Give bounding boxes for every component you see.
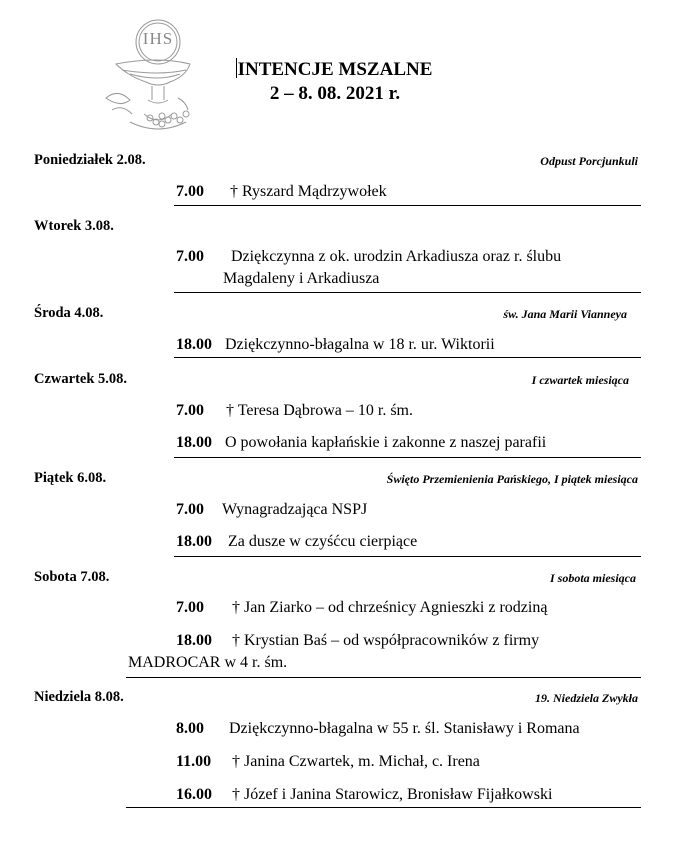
mass-intention: Dziękczynna z ok. urodzin Arkadiusza oraz r. ślubu <box>231 248 562 265</box>
feast-label: 19. Niedziela Zwykła <box>535 691 638 705</box>
chalice-logo <box>100 18 196 138</box>
day-heading: Czwartek 5.08. <box>34 371 128 387</box>
mass-intention: Za dusze w czyśćcu cierpiące <box>228 533 418 550</box>
day-heading: Wtorek 3.08. <box>34 218 114 234</box>
mass-intention: † Janina Czwartek, m. Michał, c. Irena <box>232 753 480 770</box>
page-title: INTENCJE MSZALNE <box>237 59 433 80</box>
mass-intention-continued: Magdaleny i Arkadiusza <box>223 270 380 287</box>
page-date-range: 2 – 8. 08. 2021 r. <box>269 83 401 104</box>
mass-time: 18.00 <box>176 632 212 649</box>
mass-entry <box>176 786 552 804</box>
mass-time: 11.00 <box>176 753 212 770</box>
mass-entry <box>176 402 413 420</box>
day-heading: Środa 4.08. <box>34 305 104 321</box>
day-heading: Poniedziałek 2.08. <box>34 152 146 168</box>
mass-time: 18.00 <box>176 434 212 451</box>
mass-entry <box>176 632 539 650</box>
mass-time: 8.00 <box>176 720 204 737</box>
divider <box>174 457 641 458</box>
divider <box>174 357 641 358</box>
mass-time: 7.00 <box>176 402 204 419</box>
mass-intention: † Ryszard Mądrzywołek <box>230 183 387 200</box>
day-heading: Piątek 6.08. <box>34 470 107 486</box>
mass-intention: Wynagradzająca NSPJ <box>222 501 368 518</box>
mass-time: 7.00 <box>176 599 204 616</box>
feast-label: Święto Przemienienia Pańskiego, I piątek miesiąca <box>386 472 638 486</box>
divider <box>174 292 641 293</box>
divider <box>174 205 641 206</box>
mass-time: 7.00 <box>176 248 204 265</box>
mass-intention: Dziękczynno-błagalna w 55 r. śl. Stanisławy i Romana <box>229 720 580 737</box>
mass-intention: † Jan Ziarko – od chrześnicy Agnieszki z rodziną <box>232 599 548 616</box>
feast-label: I sobota miesiąca <box>550 571 636 585</box>
day-heading: Sobota 7.08. <box>34 569 110 585</box>
mass-entry <box>176 753 480 771</box>
feast-label: Odpust Porcjunkuli <box>540 154 638 168</box>
feast-label: I czwartek miesiąca <box>531 373 629 387</box>
mass-time: 7.00 <box>176 183 204 200</box>
mass-entry <box>176 434 546 452</box>
logo-ihs-text: IHS <box>142 29 174 48</box>
mass-intention: † Józef i Janina Starowicz, Bronisław Fijałkowski <box>232 786 553 803</box>
mass-intention: O powołania kapłańskie i zakonne z naszej parafii <box>225 434 547 451</box>
mass-intention-continued: MADROCAR w 4 r. śm. <box>128 654 288 671</box>
mass-intention: Dziękczynno-błagalna w 18 r. ur. Wiktorii <box>225 336 495 353</box>
feast-label: św. Jana Marii Vianneya <box>503 307 627 321</box>
day-heading: Niedziela 8.08. <box>34 689 124 705</box>
mass-time: 16.00 <box>176 786 212 803</box>
divider <box>174 556 641 557</box>
mass-time: 18.00 <box>176 533 212 550</box>
mass-time: 7.00 <box>176 501 204 518</box>
mass-entry <box>176 501 367 519</box>
mass-entry <box>176 248 561 266</box>
mass-entry <box>176 533 417 551</box>
divider <box>126 807 641 808</box>
mass-intention: † Krystian Baś – od współpracowników z firmy <box>232 632 540 649</box>
mass-entry <box>176 183 387 201</box>
mass-intention: † Teresa Dąbrowa – 10 r. śm. <box>226 402 413 419</box>
mass-entry <box>176 599 547 617</box>
divider <box>126 677 641 678</box>
mass-entry <box>176 336 495 354</box>
mass-time: 18.00 <box>176 336 212 353</box>
mass-entry <box>176 720 580 738</box>
